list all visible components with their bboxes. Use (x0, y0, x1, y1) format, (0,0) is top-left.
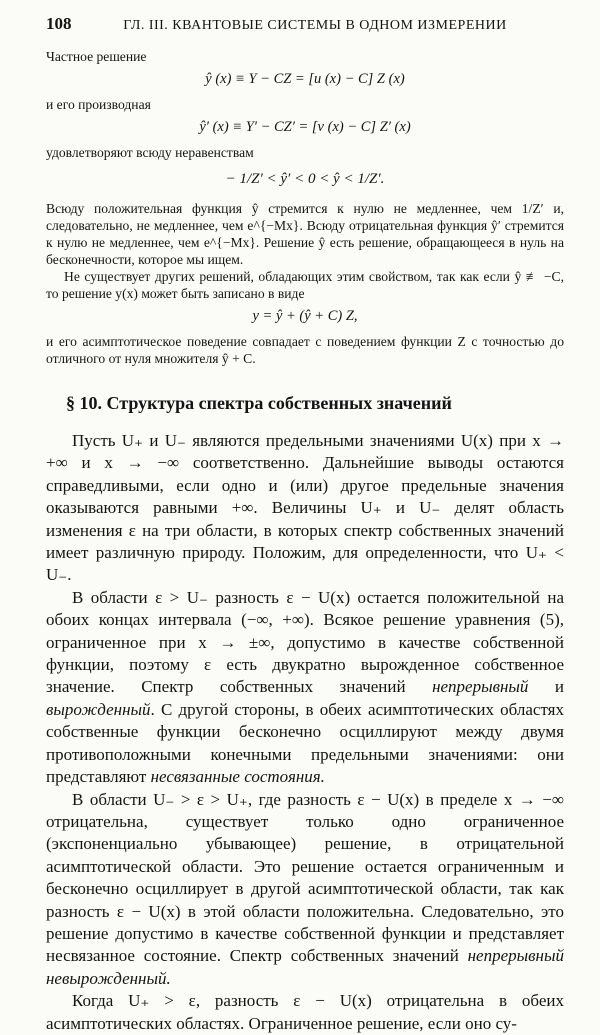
section-title: § 10. Структура спектра собственных значений (66, 393, 452, 413)
paragraph (46, 587, 564, 789)
italic-term: вырожденный (46, 699, 151, 719)
paragraph: Всюду положительная функция ŷ стремится к нулю не медленнее, чем 1/Z′ и, следовательно, не медленнее, чем e^{−Mx}. Всюду отрицательная функция ŷ′ стремится к нулю не медленнее, чем e^{−Mx}. Решение ŷ есть решение, обращающееся в нуль на бесконечности, которое мы ищем. (46, 201, 564, 267)
italic-term: несвязанные состояния. (150, 767, 325, 787)
text-line: удовлетворяют всюду неравенствам (46, 145, 254, 160)
italic-term: непрерывный (432, 677, 529, 697)
inequality: − 1/Z′ < ŷ′ < 0 < ŷ < 1/Z′. (225, 171, 385, 187)
text-run: В области ε > U₋ разность ε − U(x) остается положительной на обоих концах интервала (−∞, +∞). Всякое решение уравнения (5), ограниченное при x → ±∞, допустимо в качестве собственной функции, поэтому ε есть двукратно вырожденное собственное значение. Спектр собственных значений (46, 587, 564, 697)
upper-text (46, 48, 564, 367)
running-title: ГЛ. III. КВАНТОВЫЕ СИСТЕМЫ В ОДНОМ ИЗМЕРЕНИИ (123, 18, 507, 33)
equation: y = ŷ + (ŷ + C) Z, (252, 308, 358, 324)
paragraph: и его асимптотическое поведение совпадает с поведением функции Z с точностью до отличного от нуля множителя ŷ + C. (46, 334, 564, 366)
paragraph: Пусть U₊ и U₋ являются предельными значениями U(x) при x → +∞ и x → −∞ соответственно. Дальнейшие выводы остаются справедливыми, если одно и (или) другое предельные значения оказываются равными +∞. Величины U₊ и U₋ делят область изменения ε на три области, в которых спектр собственных значений имеет различную природу. Положим, для определенности, что U₊ < U₋. (46, 431, 564, 585)
text-line: Частное решение (46, 49, 147, 64)
section-body (46, 430, 564, 1035)
text-run: и (528, 677, 564, 697)
equation: ŷ (x) ≡ Y − CZ = [u (x) − C] Z (x) (205, 71, 405, 87)
text-run: . С другой стороны, в обеих асимптотических областях собственные функции бесконечно осциллируют между двумя противоположными конечными предельными значениями: они представляют (46, 699, 564, 787)
italic-term: непрерывный невырожденный. (46, 946, 564, 988)
page-number: 108 (46, 14, 72, 33)
page-header (46, 14, 564, 34)
paragraph: Когда U₊ > ε, разность ε − U(x) отрицательна в обеих асимптотических областях. Ограниченное решение, если оно су- (46, 991, 564, 1033)
text-line: и его производная (46, 97, 151, 112)
paragraph: Не существует других решений, обладающих этим свойством, так как если ŷ ≢ −C, то решение y(x) может быть записано в виде (46, 269, 564, 301)
text-run: В области U₋ > ε > U₊, где разность ε − U(x) в пределе x → −∞ отрицательна, существует только одно ограниченное (экспоненциально убывающее) решение, в отрицательной асимптотической области. Это решение остается ограниченным и бесконечно осциллирует в другой асимптотической области, так как разность ε − U(x) в этой области положительна. Следовательно, это решение допустимо в качестве собственной функции и представляет несвязанное состояние. Спектр собственных значений (46, 789, 564, 966)
paragraph (46, 789, 564, 991)
equation: ŷ′ (x) ≡ Y′ − CZ′ = [v (x) − C] Z′ (x) (199, 119, 411, 135)
